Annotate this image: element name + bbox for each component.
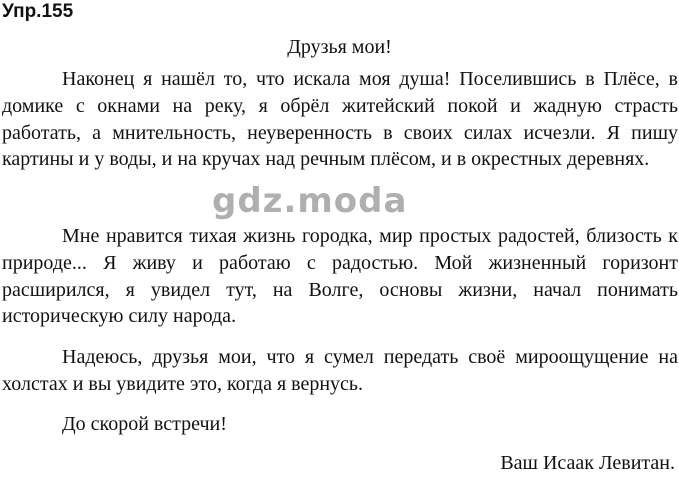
exercise-label: Упр.155 bbox=[2, 1, 74, 22]
paragraph-2: Мне нравится тихая жизнь городка, мир простых радостей, близость к природе... Я живу и работаю с радостью. Мой жизненный горизонт расширился, я увидел тут, на Волге, основы жизни, начал понимать историческую силу народа. bbox=[2, 225, 678, 328]
paragraph-4: До скорой встречи! bbox=[62, 413, 227, 435]
paragraph-1: Наконец я нашёл то, что искала моя душа! Поселившись в Плёсе, в домике с окнами на реку, я обрёл житейский покой и жадную страсть работать, а мнительность, неуверенность в своих силах исчезли. Я пишу картины и у воды, и на кручах над речным плёсом, и в окрестных деревнях. bbox=[2, 68, 678, 171]
letter-title: Друзья мои! bbox=[287, 36, 392, 58]
paragraph-3: Надеюсь, друзья мои, что я сумел передать своё мироощущение на холстах и вы увидите это, когда я вернусь. bbox=[2, 346, 678, 395]
watermark: gdz.moda bbox=[212, 181, 408, 221]
signature: Ваш Исаак Левитан. bbox=[500, 452, 675, 474]
